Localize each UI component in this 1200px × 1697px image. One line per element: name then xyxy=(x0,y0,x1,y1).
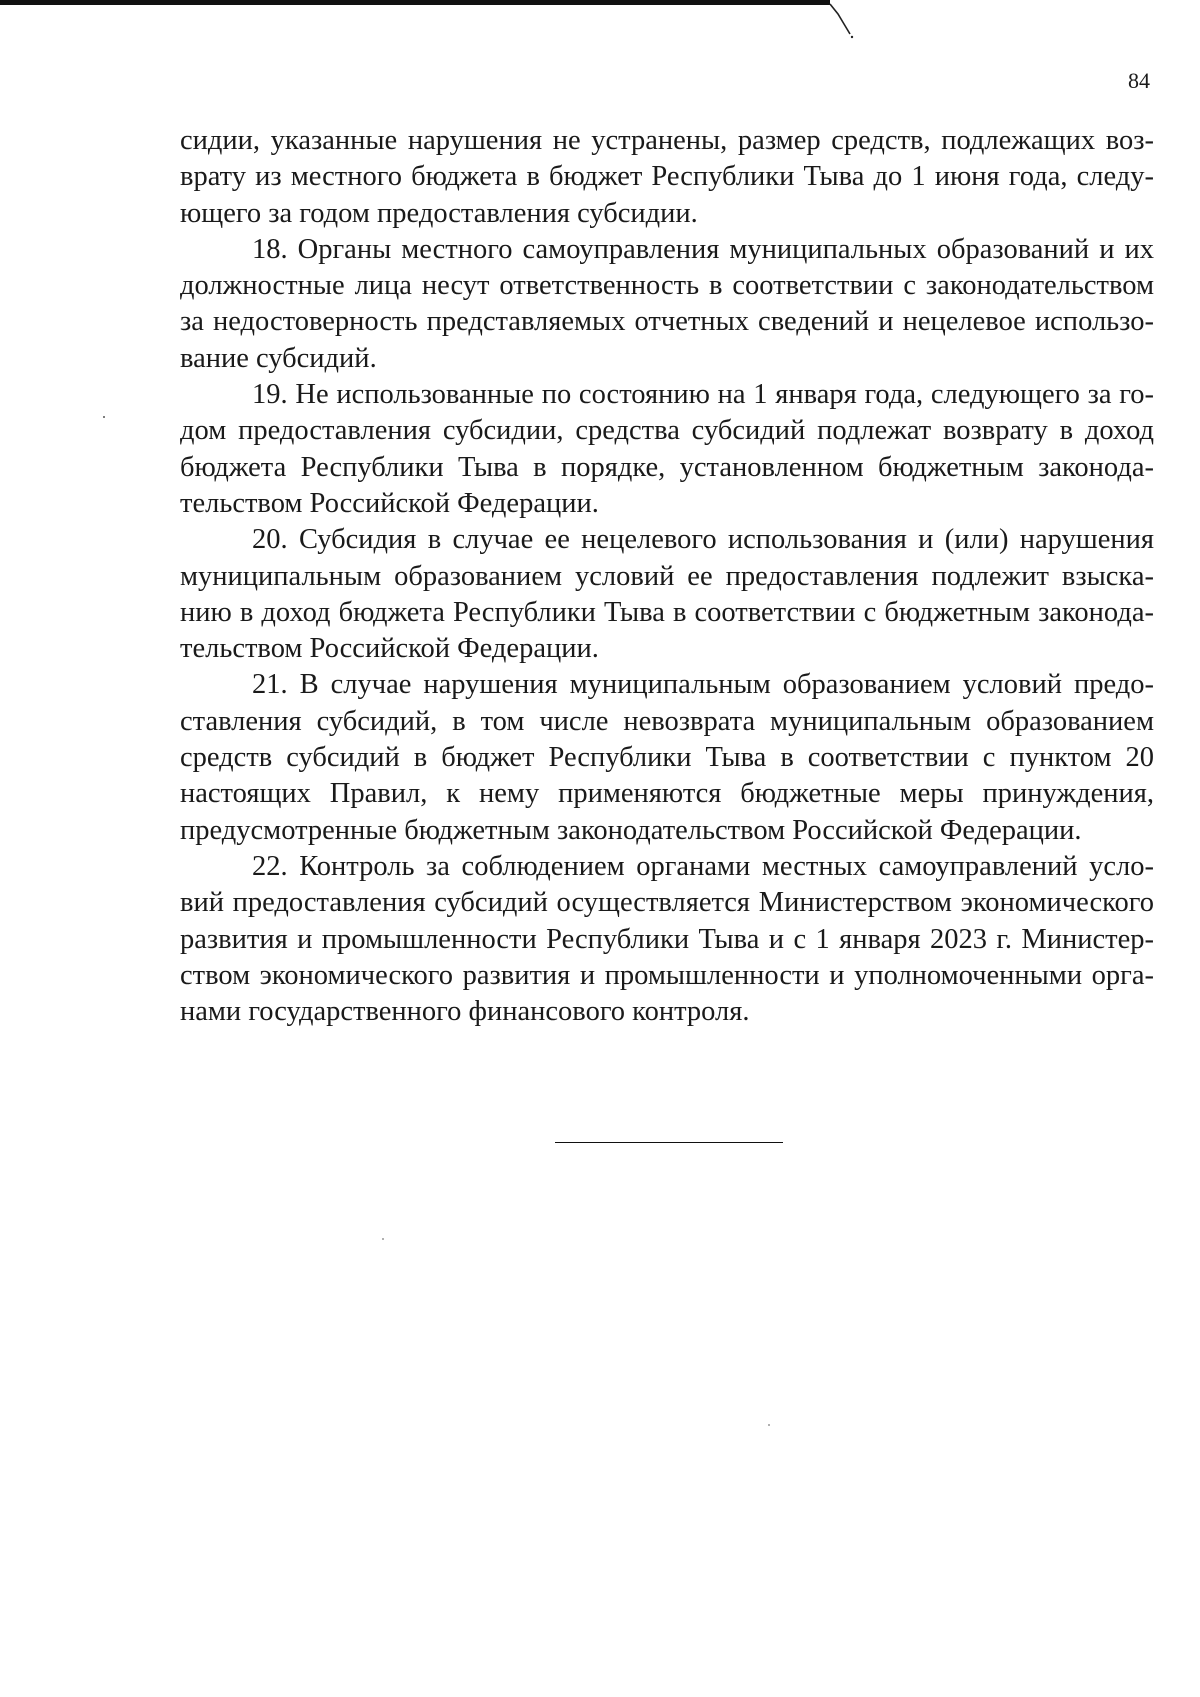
paragraph-17-continuation: сидии, указанные нарушения не устранены, размер средств, подлежащих возврату из местного бюджета в бюджет Республики Тыва до 1 июня года, следующего за годом предоставления субсидии. xyxy=(180,125,1154,229)
page-number: 84 xyxy=(1128,68,1150,93)
paragraph-18: 18. Органы местного самоуправления муниципальных образований и их должностные лица несут ответственность в соответствии с законодательством за недостоверность представляемых отчетных сведений и нецелевое использование субсидий. xyxy=(180,233,1154,374)
paragraph-19: 19. Не использованные по состоянию на 1 января года, следующего за годом предоставления субсидии, средства субсидий подлежат возврату в доход бюджета Республики Тыва в порядке, установленном бюджетным законодательством Российской Федерации. xyxy=(180,379,1154,519)
paragraph-22: 22. Контроль за соблюдением органами местных самоуправлений условий предоставления субсидий осуществляется Министерством экономического развития и промышленности Республики Тыва и с 1 января 2023 г. Министерством экономического развития и промышленности и уполномоченными органами государственного финансового контроля. xyxy=(180,850,1154,1028)
scan-speck xyxy=(103,416,105,418)
paragraph-21: 21. В случае нарушения муниципальным образованием условий предоставления субсидий, в том числе невозврата муниципальным образованием средств субсидий в бюджет Республики Тыва в соответствии с пунктом 20 настоящих Правил, к нему применяются бюджетные меры принуждения, предусмотренные бюджетным законодательством Российской Федерации. xyxy=(180,669,1154,846)
paragraph-20: 20. Субсидия в случае ее нецелевого использования и (или) нарушения муниципальным образованием условий ее предоставления подлежит взысканию в доход бюджета Республики Тыва в соответствии с бюджетным законодательством Российской Федерации. xyxy=(180,524,1154,665)
document-body xyxy=(180,123,1154,1030)
end-of-document-rule xyxy=(555,1142,783,1143)
scan-artifact-mark xyxy=(828,2,856,40)
scan-top-edge xyxy=(0,0,830,5)
scan-speck xyxy=(382,1238,384,1240)
scan-speck xyxy=(768,1424,770,1426)
